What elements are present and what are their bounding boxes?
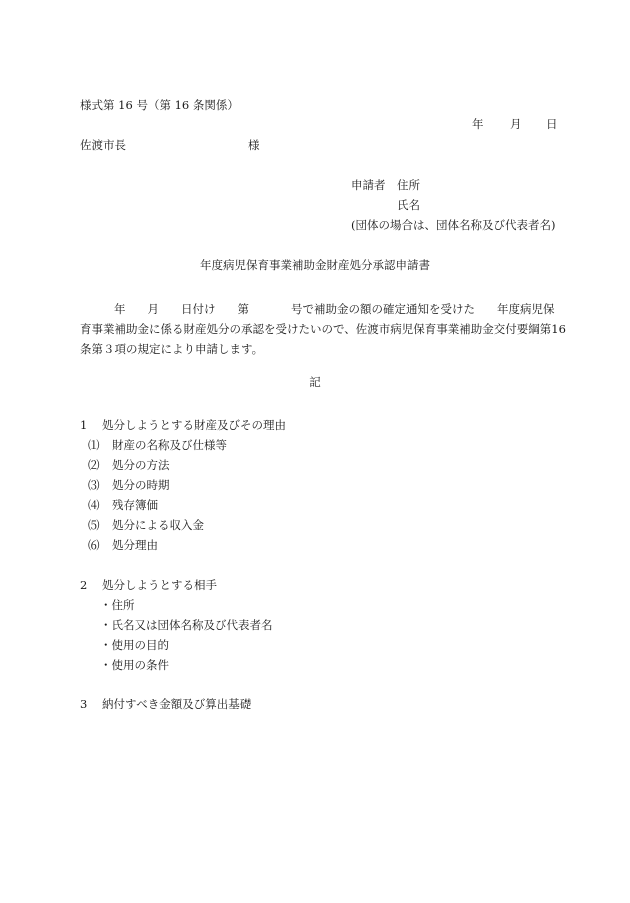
section-2-title: 処分しようとする相手 [102,578,217,592]
list-item: ⑴ 財産の名称及び仕様等 [88,438,227,452]
date-day-label: 日 [546,117,558,131]
body-line-1 [80,299,555,319]
addressee [80,140,260,152]
date-month-label: 月 [510,117,522,131]
section-3-title: 納付すべき金額及び算出基礎 [102,697,252,711]
date-line [472,119,558,131]
body-year: 年 [114,302,126,316]
list-item: ⑶ 処分の時期 [88,478,170,492]
ki-heading: 記 [309,375,321,389]
applicant-label: 申請者 [351,178,386,192]
list-item: ・使用の目的 [100,638,169,652]
list-item: ⑸ 処分による収入金 [88,518,204,532]
name-label: 氏名 [397,198,420,212]
body-year2: 年度病児保 [497,302,555,316]
form-number: 様式第 16 号（第 16 条関係） [80,98,239,112]
address-label: 住所 [397,178,420,192]
section-1-number: 1 [80,418,88,432]
section-1-title: 処分しようとする財産及びその理由 [102,418,286,432]
date-year-label: 年 [472,117,484,131]
body-month: 月 [147,302,159,316]
applicant-address-line [351,180,420,192]
section-1-heading [80,420,286,432]
addressee-suffix: 様 [248,138,260,152]
body-dated: 日付け [181,302,216,316]
list-item: ・氏名又は団体名称及び代表者名 [100,618,273,632]
list-item: ⑷ 残存簿価 [88,498,158,512]
document-title: 年度病児保育事業補助金財産処分承認申請書 [200,258,430,272]
body-no: 第 [237,302,249,316]
list-item: ⑹ 処分理由 [88,538,158,552]
body-line-2: 育事業補助金に係る財産処分の承認を受けたいので、佐渡市病児保育事業補助金交付要綱第16 [80,322,566,336]
body-paragraph [80,299,566,359]
section-3-number: 3 [80,697,88,711]
addressee-name: 佐渡市長 [80,138,126,152]
section-2-heading [80,580,217,592]
group-note: (団体の場合は、団体名称及び代表者名) [351,218,556,232]
body-line-3: 条第３項の規定により申請します。 [80,342,264,356]
body-notice: 号で補助金の額の確定通知を受けた [291,302,475,316]
list-item: ・使用の条件 [100,658,169,672]
list-item: ⑵ 処分の方法 [88,458,170,472]
section-2-number: 2 [80,578,88,592]
section-3-heading [80,699,251,711]
list-item: ・住所 [100,598,135,612]
